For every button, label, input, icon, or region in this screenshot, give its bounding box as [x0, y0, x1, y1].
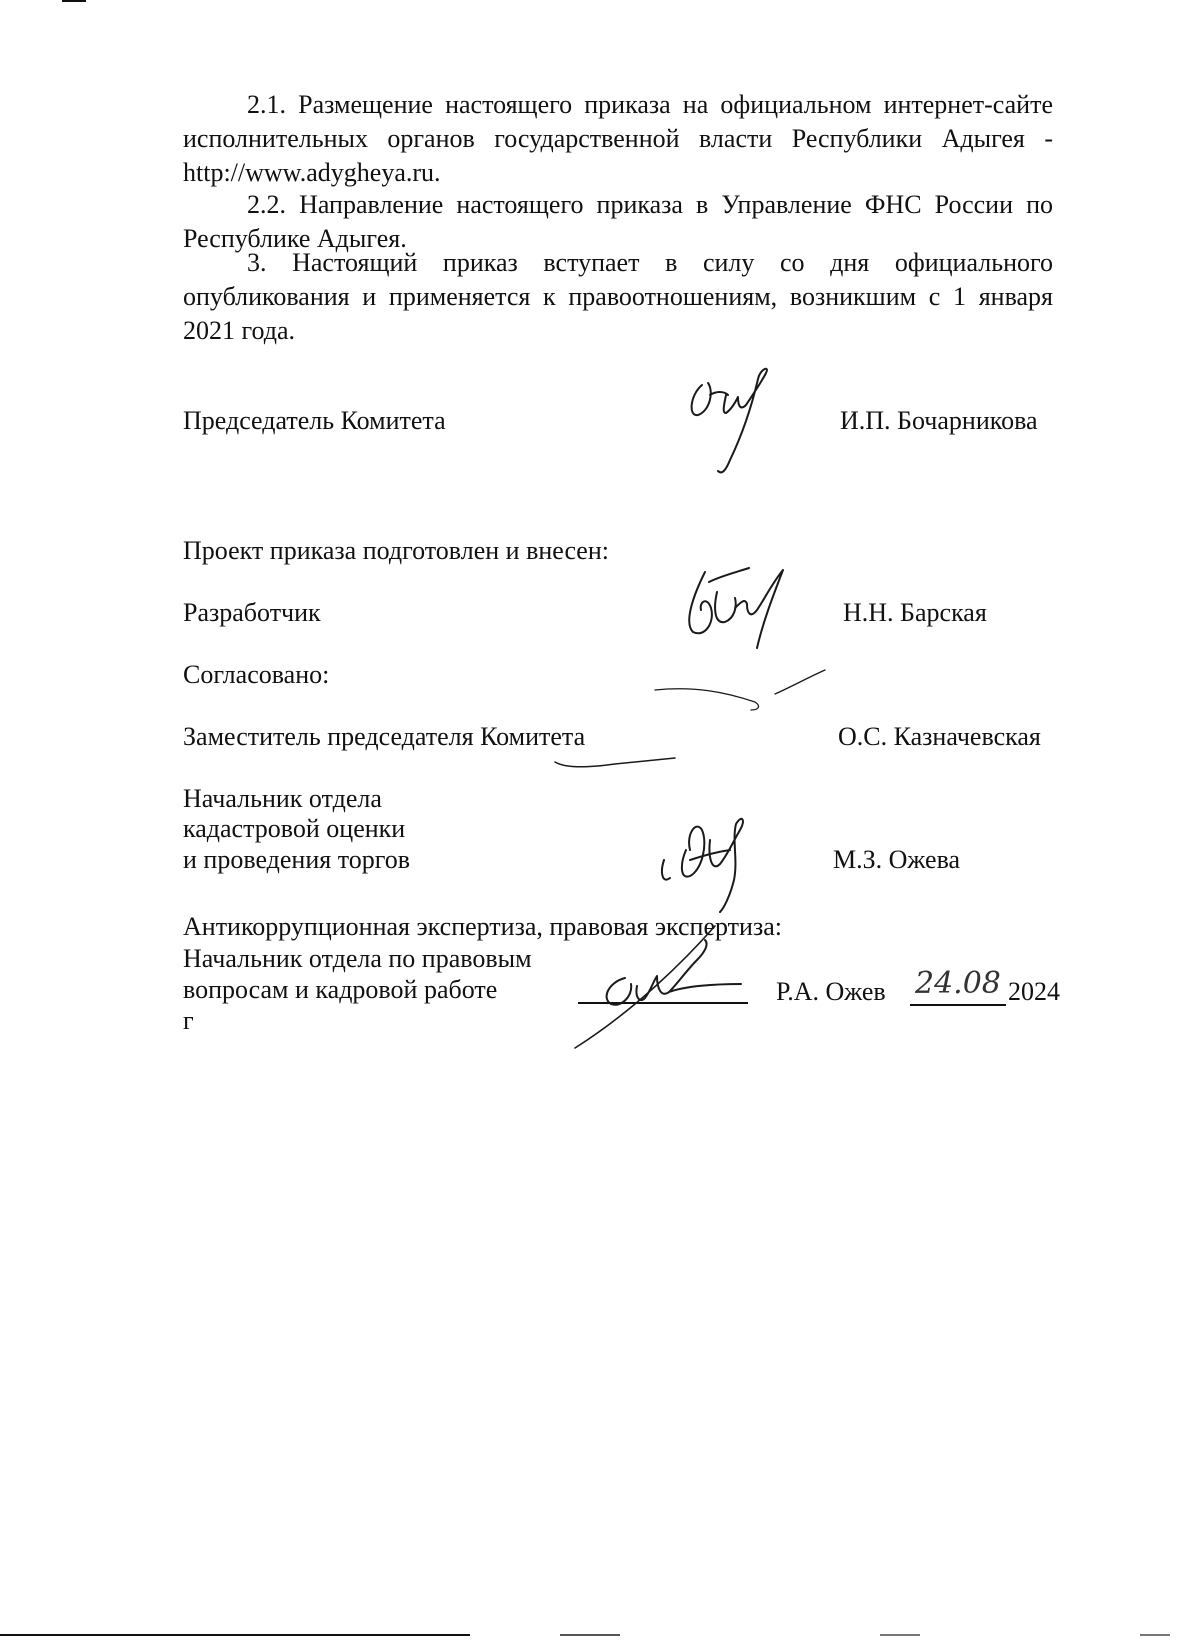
- expertise-date-handwritten: 24.08: [915, 966, 1001, 1001]
- head-dept-name: М.З. Ожева: [833, 845, 961, 874]
- expertise-date-underline: [910, 1004, 1006, 1006]
- expertise-title-line-3: г: [183, 1006, 194, 1035]
- expertise-title-line-1: Начальник отдела по правовым: [183, 944, 532, 973]
- expertise-name: Р.А. Ожев: [776, 977, 886, 1006]
- developer-title: Разработчик: [183, 598, 321, 627]
- approval-heading: Согласовано:: [183, 660, 330, 689]
- chairman-signature: [680, 365, 790, 480]
- deputy-signature: [545, 670, 835, 780]
- paragraph-2-2: 2.2. Направление настоящего приказа в Управление ФНС России по Республике Адыгея.: [183, 190, 1053, 253]
- head-dept-line-2: кадастровой оценки: [183, 814, 406, 843]
- head-dept-signature: [650, 800, 780, 915]
- paragraph-3: 3. Настоящий приказ вступает в силу со дня официального опубликования и применяется к правоотношениям, возникшим с 1 января 2021 года.: [183, 248, 1053, 345]
- expertise-signature: [565, 920, 755, 1050]
- scan-mark: [62, 0, 86, 2]
- expertise-title-line-2: вопросам и кадровой работе: [183, 975, 498, 1004]
- expertise-heading: Антикоррупционная экспертиза, правовая экспертиза:: [183, 912, 782, 941]
- scan-bottom-edge: [0, 1634, 470, 1636]
- head-dept-line-3: и проведения торгов: [183, 845, 411, 874]
- head-dept-line-1: Начальник отдела: [183, 784, 382, 813]
- deputy-name: О.С. Казначевская: [838, 722, 1041, 751]
- scan-bottom-edge-4: [1140, 1634, 1170, 1636]
- chairman-name: И.П. Бочарникова: [840, 406, 1038, 435]
- deputy-title: Заместитель председателя Комитета: [183, 722, 586, 751]
- developer-signature: [665, 552, 815, 652]
- scan-bottom-edge-3: [880, 1634, 920, 1636]
- developer-name: Н.Н. Барская: [843, 598, 987, 627]
- paragraph-2-1: 2.1. Размещение настоящего приказа на официальном интернет-сайте исполнительных органов государственной власти Республики Адыгея - http://www.adygheya.ru.: [183, 90, 1053, 187]
- project-heading: Проект приказа подготовлен и внесен:: [183, 536, 609, 565]
- scan-bottom-edge-2: [560, 1634, 620, 1636]
- expertise-year: 2024: [1008, 977, 1060, 1006]
- chairman-title: Председатель Комитета: [183, 406, 446, 435]
